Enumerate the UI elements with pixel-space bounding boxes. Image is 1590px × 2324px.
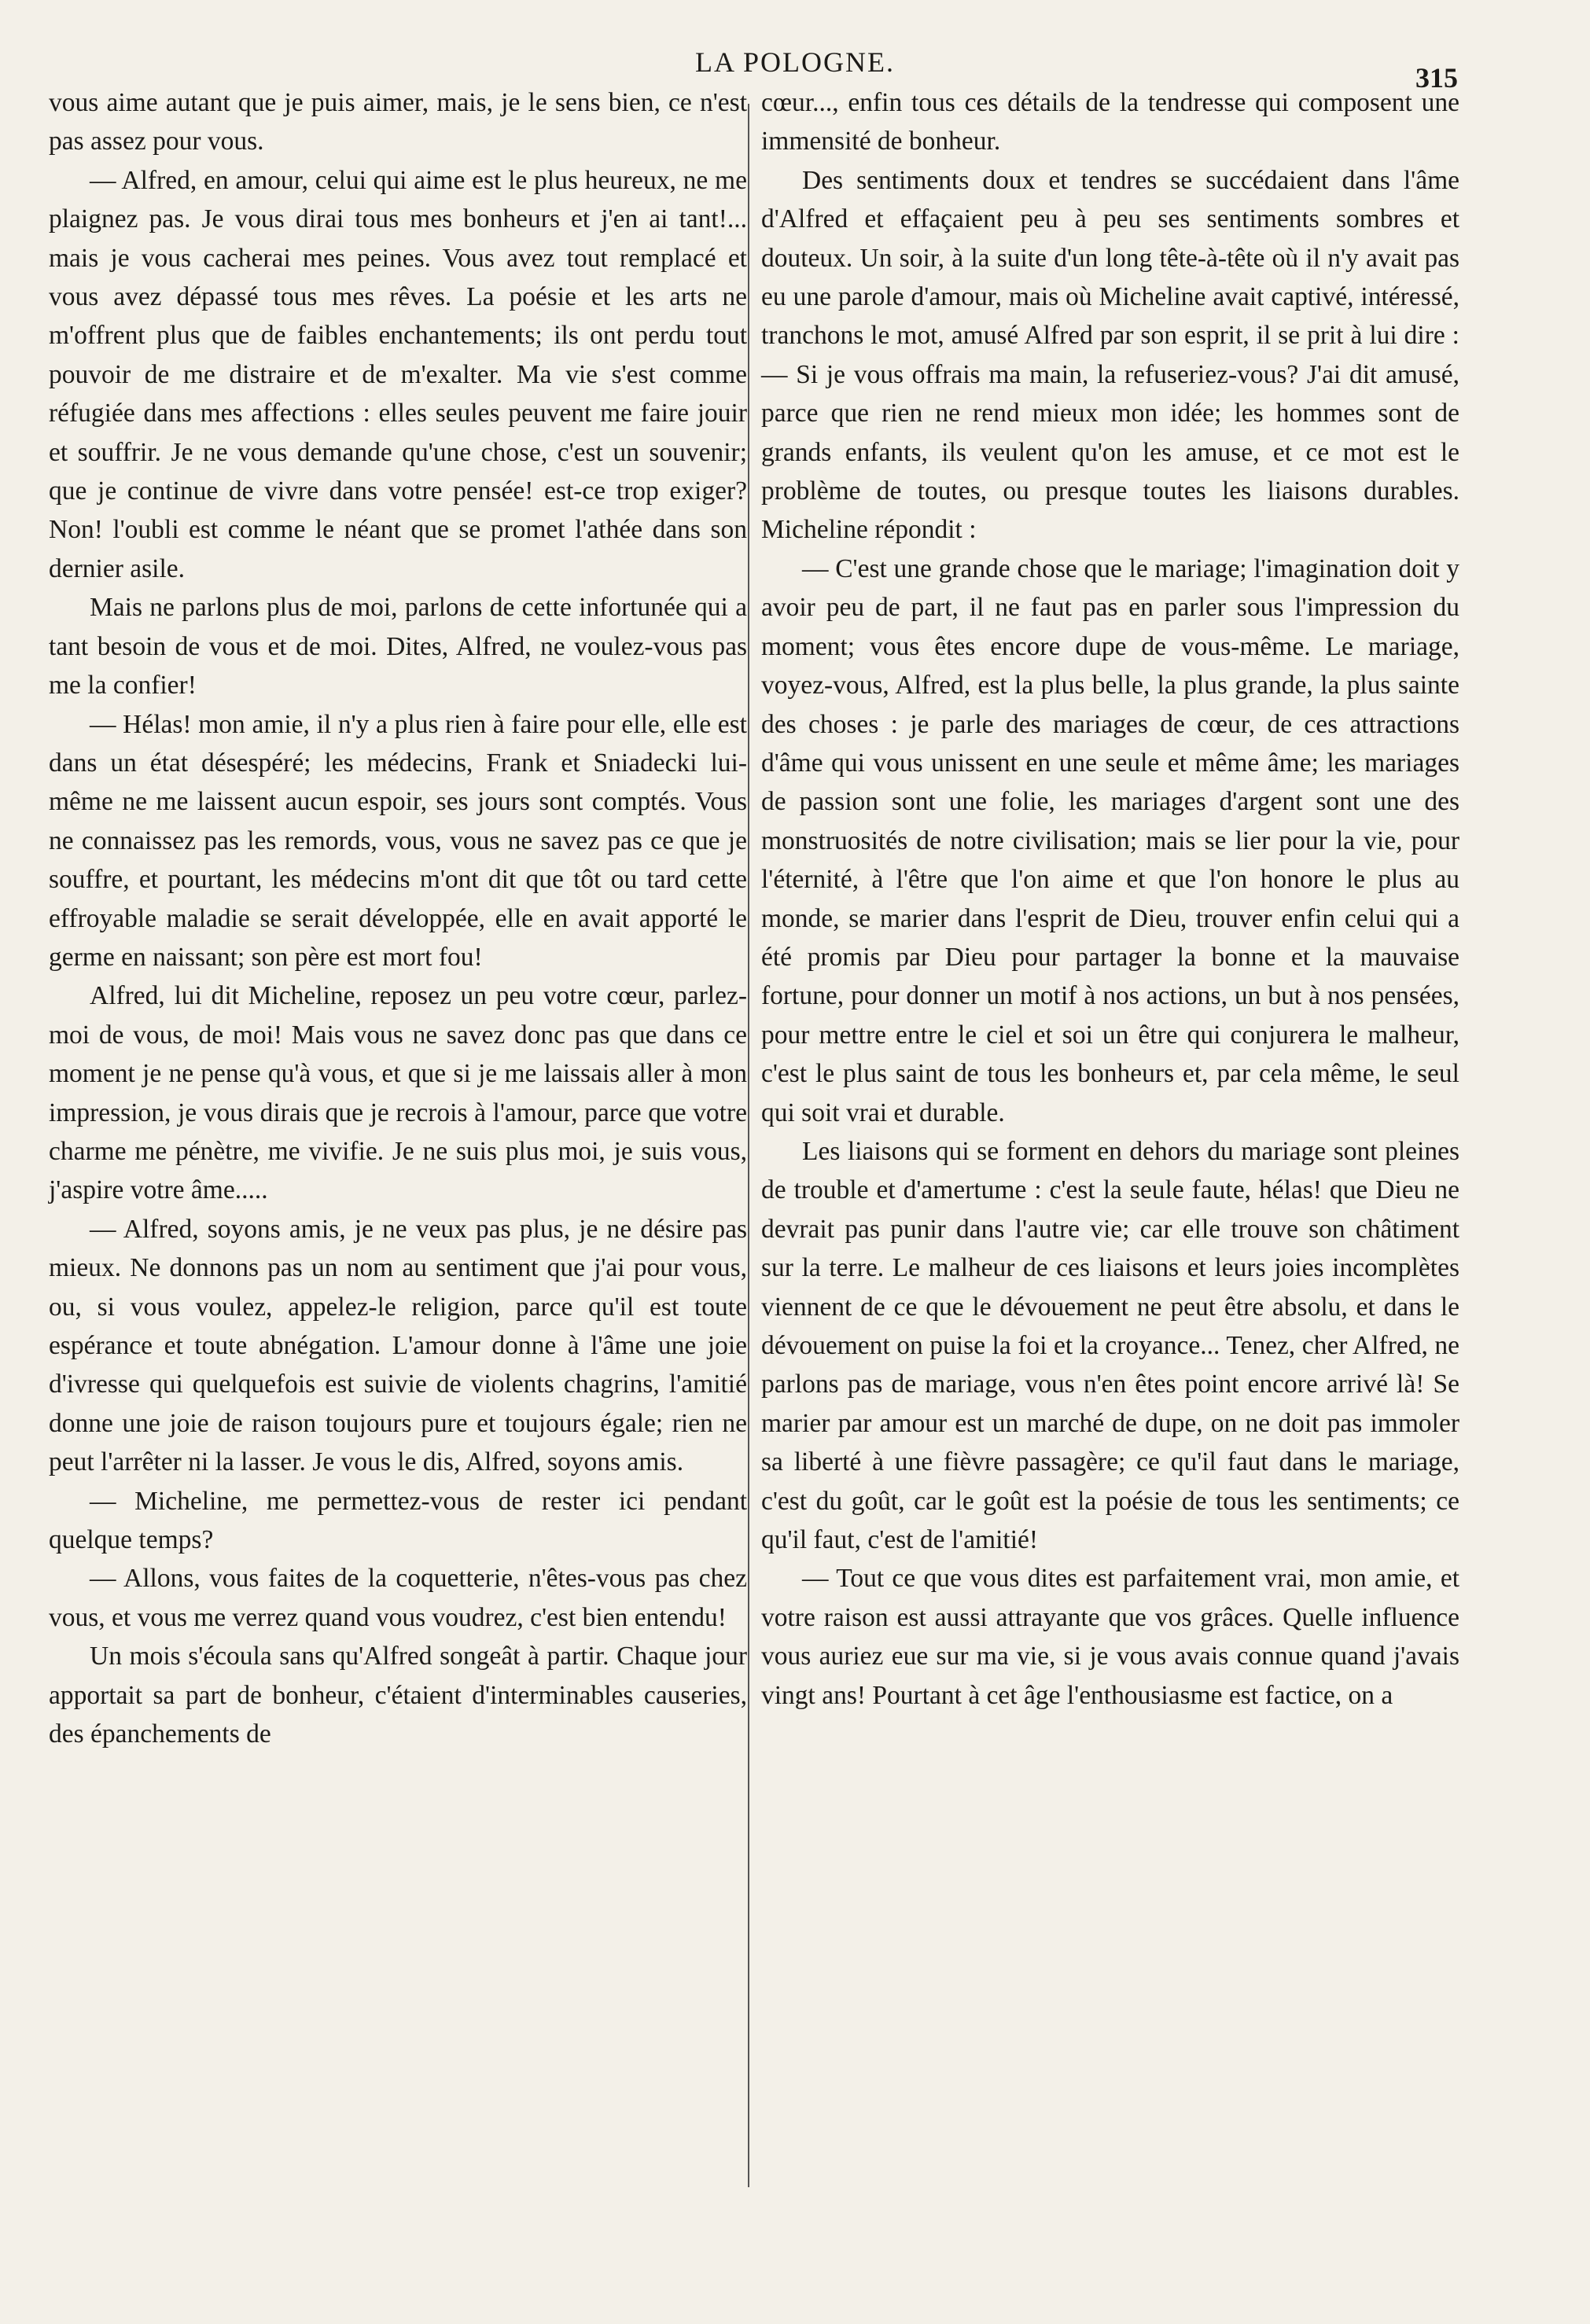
paragraph: — Hélas! mon amie, il n'y a plus rien à faire pour elle, elle est dans un état désespéré; les médecins, Frank et Sniadecki lui-même ne me laissent aucun espoir, ses jours sont comptés. Vous ne connaissez pas les remords, vous, vous ne savez pas ce que je souffre, et pourtant, les médecins m'ont dit que tôt ou tard cette effroyable maladie se serait développée, elle en avait apporté le germe en naissant; son père est mort fou! (49, 709, 747, 972)
paragraph: Alfred, lui dit Micheline, reposez un peu votre cœur, parlez-moi de vous, de moi! Mais vous ne savez donc pas que dans ce moment je ne pense qu'à vous, et que si je me laissais aller à mon impression, je vous dirais que je recrois à l'amour, parce que votre charme me pénètre, me vivifie. Je ne suis plus moi, je suis vous, j'aspire votre âme..... (49, 981, 747, 1205)
paragraph: — C'est une grande chose que le mariage; l'imagination doit y avoir peu de part, il ne faut pas en parler sous l'impression du moment; vous êtes encore dupe de vous-même. Le mariage, voyez-vous, Alfred, est la plus belle, la plus grande, la plus sainte des choses : je parle des mariages de cœur, de ces attractions d'âme qui vous unissent en une seule et même âme; les mariages de passion sont une folie, les mariages d'argent sont une des monstruosités de notre civilisation; mais se lier pour la vie, pour l'éternité, à l'être que l'on aime et que l'on honore le plus au monde, se marier dans l'esprit de Dieu, trouver enfin celui qui a été promis par Dieu pour partager la bonne et la mauvaise fortune, pour donner un motif à nos actions, un but à nos pensées, pour mettre entre le ciel et soi un être qui conjurera le malheur, c'est le plus saint de tous les bonheurs et, par cela même, le seul qui soit vrai et durable. (761, 553, 1459, 1127)
right-column (761, 83, 1459, 1715)
paragraph: — Allons, vous faites de la coquetterie, n'êtes-vous pas chez vous, et vous me verrez quand vous voudrez, c'est bien entendu! (49, 1564, 747, 1632)
paragraph: Les liaisons qui se forment en dehors du mariage sont pleines de trouble et d'amertume : c'est la seule faute, hélas! que Dieu ne devrait pas punir dans l'autre vie; car elle trouve son châtiment sur la terre. Le malheur de ces liaisons et leurs joies incomplètes viennent de ce que le dévouement ne peut être absolu, et dans le dévouement on puise la foi et la croyance... Tenez, cher Alfred, ne parlons pas de mariage, vous n'en êtes point encore arrivé là! Se marier par amour est un marché de dupe, on ne doit pas immoler sa liberté à une fièvre passagère; ce qu'il faut dans le mariage, c'est du goût, car le goût est la poésie de tous les sentiments; ce qu'il faut, c'est de l'amitié! (761, 1136, 1459, 1555)
paragraph: — Micheline, me permettez-vous de rester ici pendant quelque temps? (49, 1486, 747, 1555)
paragraph: Des sentiments doux et tendres se succédaient dans l'âme d'Alfred et effaçaient peu à peu ses sentiments sombres et douteux. Un soir, à la suite d'un long tête-à-tête où il n'y avait pas eu une parole d'amour, mais où Micheline avait captivé, intéressé, tranchons le mot, amusé Alfred par son esprit, il se prit à lui dire : — Si je vous offrais ma main, la refuseriez-vous? J'ai dit amusé, parce que rien ne rend mieux mon idée; les hommes sont de grands enfants, ils veulent qu'on les amuse, et ce mot est le problème de toutes, ou presque toutes les liaisons durables. Micheline répondit : (761, 165, 1459, 545)
paragraph: cœur..., enfin tous ces détails de la tendresse qui composent une immensité de bonheur. (761, 88, 1459, 156)
paragraph: vous aime autant que je puis aimer, mais, je le sens bien, ce n'est pas assez pour vous. (49, 88, 747, 156)
paragraph: Mais ne parlons plus de moi, parlons de cette infortunée qui a tant besoin de vous et de moi. Dites, Alfred, ne voulez-vous pas me la confier! (49, 593, 747, 701)
page-number: 315 (1415, 62, 1458, 94)
left-column (49, 83, 747, 1753)
column-divider (748, 104, 749, 2187)
running-title: LA POLOGNE. (695, 46, 895, 78)
paragraph: — Alfred, soyons amis, je ne veux pas plus, je ne désire pas mieux. Ne donnons pas un nom au sentiment que j'ai pour vous, ou, si vous voulez, appelez-le religion, parce qu'il est toute espérance et toute abnégation. L'amour donne à l'âme une joie d'ivresse qui quelquefois est suivie de violents chagrins, l'amitié donne une joie de raison toujours pure et toujours égale; rien ne peut l'arrêter ni la lasser. Je vous le dis, Alfred, soyons amis. (49, 1214, 747, 1477)
paragraph: Un mois s'écoula sans qu'Alfred songeât à partir. Chaque jour apportait sa part de bonheur, c'étaient d'interminables causeries, des épanchements de (49, 1642, 747, 1749)
paragraph: — Tout ce que vous dites est parfaitement vrai, mon amie, et votre raison est aussi attrayante que vos grâces. Quelle influence vous auriez eue sur ma vie, si je vous avais connue quand j'avais vingt ans! Pourtant à cet âge l'enthousiasme est factice, on a (761, 1564, 1459, 1710)
paragraph: — Alfred, en amour, celui qui aime est le plus heureux, ne me plaignez pas. Je vous dirai tous mes bonheurs et j'en ai tant!... mais je vous cacherai mes peines. Vous avez tout remplacé et vous avez dépassé tous mes rêves. La poésie et les arts ne m'offrent plus que de faibles enchantements; ils ont perdu tout pouvoir de me distraire et de m'exalter. Ma vie s'est comme réfugiée dans mes affections : elles seules peuvent me faire jouir et souffrir. Je ne vous demande qu'une chose, c'est un souvenir; que je continue de vivre dans votre pensée! est-ce trop exiger? Non! l'oubli est comme le néant que se promet l'athée dans son dernier asile. (49, 165, 747, 583)
